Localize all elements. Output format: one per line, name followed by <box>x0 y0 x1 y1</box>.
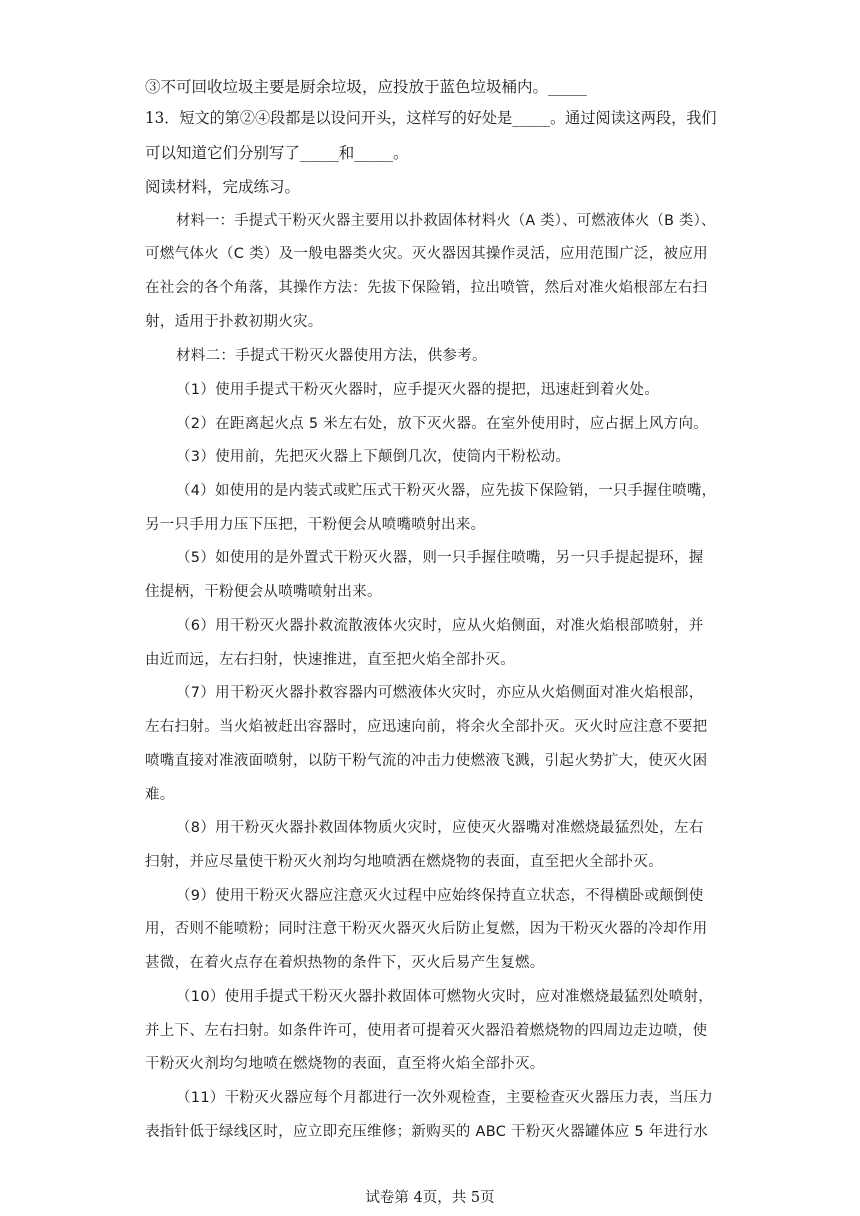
material-two-item: 扫射，并应尽量使干粉灭火剂均匀地喷洒在燃烧物的表面，直至把火全部扑灭。 <box>145 854 663 870</box>
text-line: ③不可回收垃圾主要是厨余垃圾，应投放于蓝色垃圾桶内。_____ <box>145 78 587 96</box>
material-two-item: 喷嘴直接对准液面喷射，以防干粉气流的冲击力使燃液飞溅，引起火势扩大，使灭火困 <box>145 753 708 769</box>
material-two-item: 甚微，在着火点存在着炽热物的条件下，灭火后易产生复燃。 <box>145 955 545 971</box>
material-one-line: 材料一：手提式干粉灭火器主要用以扑救固体材料火（A 类）、可燃液体火（B 类）、 <box>176 213 716 229</box>
material-two-item: 干粉灭火剂均匀地喷在燃烧物的表面，直至将火焰全部扑灭。 <box>145 1056 545 1072</box>
material-two-item: （4）如使用的是内装式或贮压式干粉灭火器，应先拔下保险销，一只手握住喷嘴， <box>176 483 717 499</box>
material-two-item: 由近而远，左右扫射，快速推进，直至把火焰全部扑灭。 <box>145 652 515 668</box>
material-two-item: 难。 <box>145 787 175 803</box>
reading-instruction: 阅读材料，完成练习。 <box>145 178 301 196</box>
material-two-item: 并上下、左右扫射。如条件许可，使用者可提着灭火器沿着燃烧物的四周边走边喷，使 <box>145 1023 708 1039</box>
material-two-item: （5）如使用的是外置式干粉灭火器，则一只手握住喷嘴，另一只手提起提环，握 <box>176 550 704 566</box>
material-two-item: （3）使用前，先把灭火器上下颠倒几次，使筒内干粉松动。 <box>176 449 571 465</box>
material-two-item: （11）干粉灭火器应每个月都进行一次外观检查，主要检查灭火器压力表，当压力 <box>176 1090 714 1106</box>
material-two-item: （10）使用手提式干粉灭火器扑救固体可燃物火灾时，应对准燃烧最猛烈处喷射， <box>176 989 714 1005</box>
material-two-item: （2）在距离起火点 5 米左右处，放下灭火器。在室外使用时，应占据上风方向。 <box>176 416 709 432</box>
question-13-line-1: 13．短文的第②④段都是以设问开头，这样写的好处是_____。通过阅读这两段，我们 <box>145 109 717 127</box>
material-one-line: 可燃气体火（C 类）及一般电器类火灾。灭火器因其操作灵活，应用范围广泛，被应用 <box>145 246 708 262</box>
material-two-item: （6）用干粉灭火器扑救流散液体火灾时，应从火焰侧面，对准火焰根部喷射，并 <box>176 618 704 634</box>
material-two-item: 用，否则不能喷粉；同时注意干粉灭火器灭火后防止复燃，因为干粉灭火器的冷却作用 <box>145 921 708 937</box>
material-two-item: （7）用干粉灭火器扑救容器内可燃液体火灾时，亦应从火焰侧面对准火焰根部， <box>176 685 704 701</box>
material-two-item: （8）用干粉灭火器扑救固体物质火灾时，应使灭火器嘴对准燃烧最猛烈处，左右 <box>176 820 704 836</box>
page-footer: 试卷第 4页，共 5页 <box>365 1190 495 1206</box>
material-one-line: 射，适用于扑救初期火灾。 <box>145 314 323 330</box>
material-two-item: （1）使用手提式干粉灭火器时，应手提灭火器的提把，迅速赶到着火处。 <box>176 382 660 398</box>
material-two-heading: 材料二：手提式干粉灭火器使用方法，供参考。 <box>176 348 487 364</box>
material-two-item: 住提柄，干粉便会从喷嘴喷射出来。 <box>145 584 382 600</box>
material-two-item: 左右扫射。当火焰被赶出容器时，应迅速向前，将余火全部扑灭。灭火时应注意不要把 <box>145 719 708 735</box>
material-one-line: 在社会的各个角落，其操作方法：先拔下保险销，拉出喷管，然后对准火焰根部左右扫 <box>145 280 708 296</box>
material-two-item: 表指针低于绿线区时，应立即充压维修；新购买的 ABC 干粉灭火器罐体应 5 年进行水 <box>145 1124 708 1140</box>
material-two-item: 另一只手用力压下压把，干粉便会从喷嘴喷射出来。 <box>145 517 486 533</box>
question-13-line-2: 可以知道它们分别写了_____和_____。 <box>145 144 409 162</box>
material-two-item: （9）使用干粉灭火器应注意灭火过程中应始终保持直立状态，不得横卧或颠倒使 <box>176 888 704 904</box>
